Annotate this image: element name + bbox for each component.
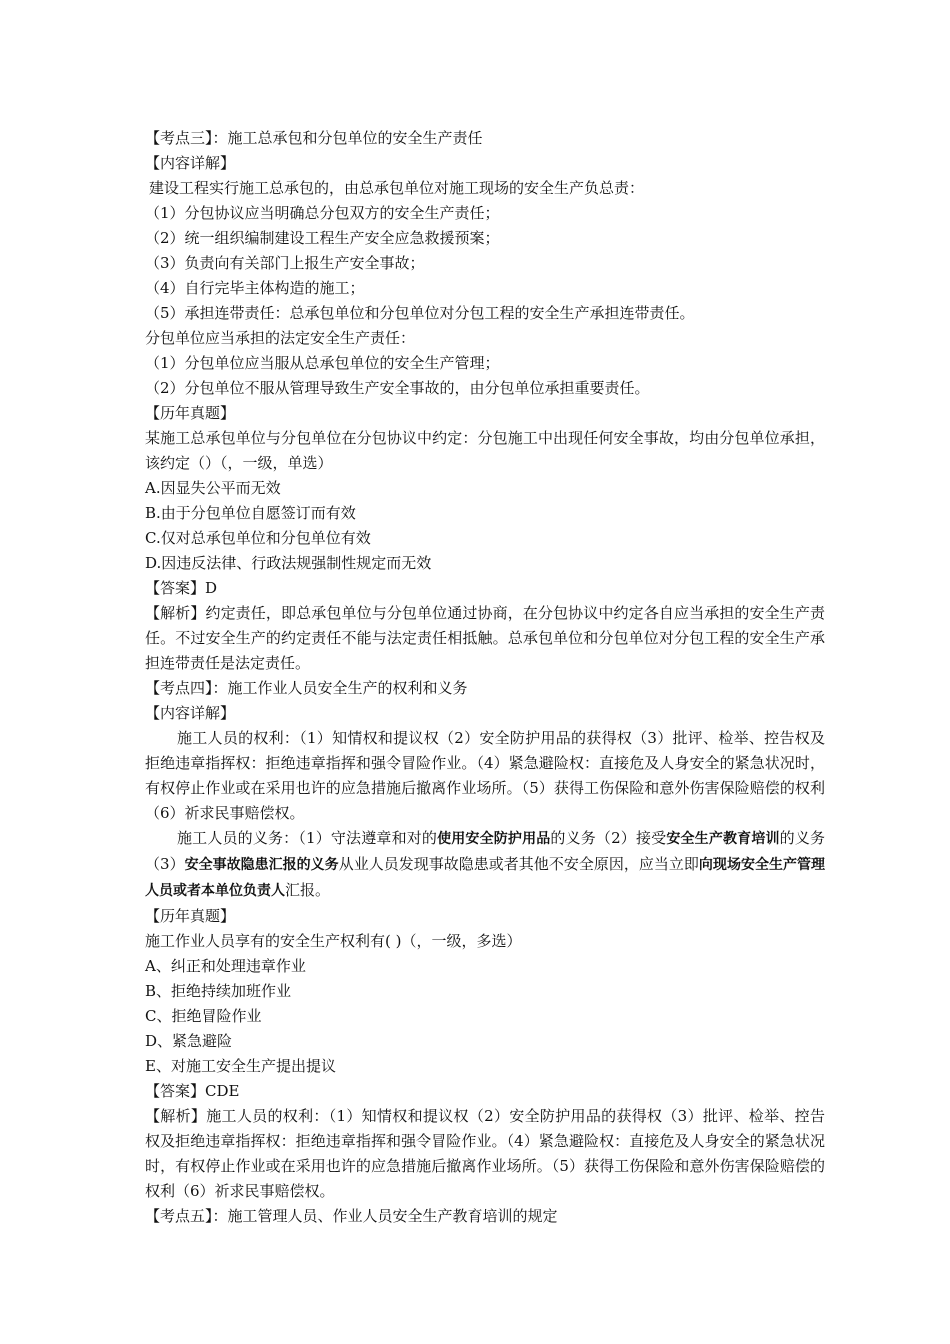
section4-analysis: 【解析】施工人员的权利：（1）知情权和提议权（2）安全防护用品的获得权（3）批评、检举、控告权及拒绝违章指挥权：拒绝违章指挥和强令冒险作业。（4）紧急避险权：直接危及人身安全的紧急状况时，有权停止作业或在采用也许的应急措施后撤离作业场所。（5）获得工伤保险和意外伤害保险赔偿的权利（6）祈求民事赔偿权。: [145, 1107, 825, 1200]
section4-option-d: D、紧急避险: [145, 1032, 233, 1050]
section3-exam-heading: 【历年真题】: [145, 404, 236, 422]
section3-option-c: C.仅对总承包单位和分包单位有效: [145, 529, 371, 547]
duties-bold-2: 安全生产教育培训: [666, 831, 780, 847]
duties-text-5: 汇报。: [285, 881, 331, 899]
duties-text-1: 施工人员的义务：（1）守法遵章和对的: [177, 829, 438, 847]
section4-option-e: E、对施工安全生产提出提议: [145, 1057, 336, 1075]
duties-text-4: 从业人员发现事故隐患或者其他不安全原因，应当立即: [338, 855, 699, 873]
section3-item-3: （3）负责向有关部门上报生产安全事故；: [145, 254, 425, 272]
section3-item-4: （4）自行完毕主体构造的施工；: [145, 279, 365, 297]
section4-rights: 施工人员的权利：（1）知情权和提议权（2）安全防护用品的获得权（3）批评、检举、控告权及拒绝违章指挥权：拒绝违章指挥和强令冒险作业。（4）紧急避险权：直接危及人身安全的紧急状况时，有权停止作业或在采用也许的应急措施后撤离作业场所。（5）获得工伤保险和意外伤害保险赔偿的权利（6）祈求民事赔偿权。: [145, 729, 825, 822]
section3-option-b: B.由于分包单位自愿签订而有效: [145, 504, 356, 522]
section3-option-d: D.因违反法律、行政法规强制性规定而无效: [145, 554, 432, 572]
section3-detail-heading: 【内容详解】: [145, 154, 236, 172]
section3-option-a: A.因显失公平而无效: [145, 479, 281, 497]
section3-question: 某施工总承包单位与分包单位在分包协议中约定：分包施工中出现任何安全事故，均由分包单位承担，该约定（）（，一级，单选）: [145, 429, 825, 472]
duties-bold-1: 使用安全防护用品: [437, 831, 551, 847]
section4-option-c: C、拒绝冒险作业: [145, 1007, 262, 1025]
section4-answer: 【答案】CDE: [145, 1082, 240, 1100]
section3-intro: 建设工程实行施工总承包的，由总承包单位对施工现场的安全生产负总责：: [149, 179, 645, 197]
section4-detail-heading: 【内容详解】: [145, 704, 236, 722]
section4-title: 【考点四】：施工作业人员安全生产的权利和义务: [145, 679, 468, 697]
section4-exam-heading: 【历年真题】: [145, 907, 236, 925]
section3-item-5: （5）承担连带责任：总承包单位和分包单位对分包工程的安全生产承担连带责任。: [145, 304, 695, 322]
section3-item-2: （2）统一组织编制建设工程生产安全应急救援预案；: [145, 229, 500, 247]
section3-sub-item-2: （2）分包单位不服从管理导致生产安全事故的，由分包单位承担重要责任。: [145, 379, 650, 397]
section4-duties: [145, 826, 825, 904]
section3-sub-item-1: （1）分包单位应当服从总承包单位的安全生产管理；: [145, 354, 500, 372]
section3-title: 【考点三】：施工总承包和分包单位的安全生产责任: [145, 129, 483, 147]
section3-item-1: （1）分包协议应当明确总分包双方的安全生产责任；: [145, 204, 500, 222]
duties-text-3: 的义务（3）: [145, 829, 825, 873]
duties-bold-3: 安全事故隐患汇报的义务: [184, 857, 339, 873]
section4-option-a: A、纠正和处理违章作业: [145, 957, 306, 975]
document-page: [145, 126, 825, 1229]
section4-option-b: B、拒绝持续加班作业: [145, 982, 292, 1000]
section4-question: 施工作业人员享有的安全生产权利有( )（，一级，多选）: [145, 932, 522, 950]
section3-answer: 【答案】D: [145, 579, 218, 597]
section3-sub-intro: 分包单位应当承担的法定安全生产责任：: [145, 329, 416, 347]
section3-analysis: 【解析】约定责任，即总承包单位与分包单位通过协商，在分包协议中约定各自应当承担的安全生产责任。不过安全生产的约定责任不能与法定责任相抵触。总承包单位和分包单位对分包工程的安全生产承担连带责任是法定责任。: [145, 604, 825, 672]
duties-text-2: 的义务（2）接受: [550, 829, 667, 847]
section5-title: 【考点五】：施工管理人员、作业人员安全生产教育培训的规定: [145, 1207, 558, 1225]
duties-bold-4: 向现场安全生产管理人员或者本单位负责人: [145, 857, 825, 899]
